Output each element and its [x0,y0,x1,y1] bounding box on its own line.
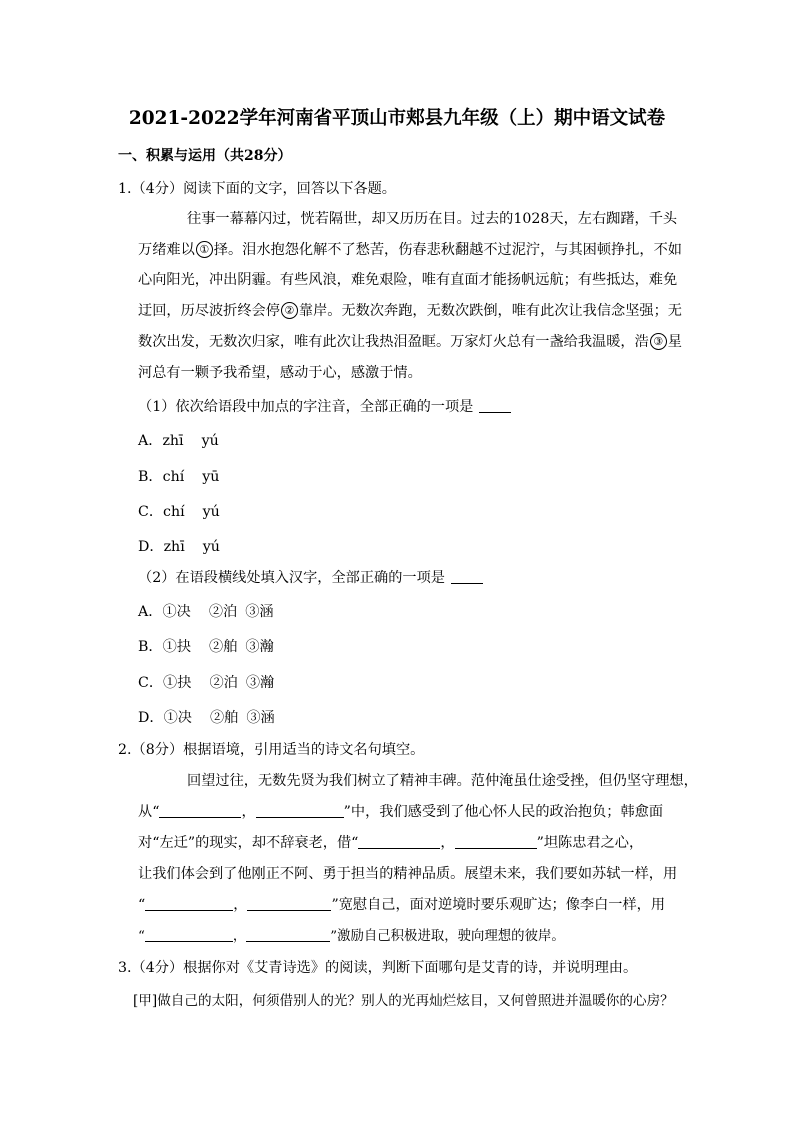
fill-blank[interactable] [358,834,440,849]
question-2-header: 2.（8分）根据语境，引用适当的诗文名句填空。 [118,742,425,758]
option-d[interactable]: D．①决 ②舶 ③涵 [138,710,275,726]
section-heading: 一、积累与运用（共28分） [118,148,292,164]
option-b[interactable]: B．chí yū [138,469,220,485]
fill-blank[interactable] [256,803,344,818]
fill-blank[interactable] [159,803,241,818]
poem-line: [甲]做自己的太阳，何须借别人的光？别人的光再灿烂炫目，又何曾照进并温暖你的心房？ [133,993,674,1009]
passage-line: 迂回，历尽波折终会停 ② 靠岸。无数次奔跑，无数次跌倒，唯有此次让我信念坚强；无 [138,303,682,319]
sub-question-1: （1）依次给语段中加点的字注音，全部正确的一项是 [138,396,511,416]
fill-blank[interactable] [145,896,233,911]
question-1-header: 1.（4分）阅读下面的文字，回答以下各题。 [118,181,396,197]
option-a[interactable]: A．zhī yú [138,433,219,449]
blank-number-2: ② [281,302,298,319]
question-3-header: 3.（4分）根据你对《艾青诗选》的阅读，判断下面哪句是艾青的诗，并说明理由。 [118,960,638,976]
passage-line: 回望过往，无数先贤为我们树立了精神丰碑。范仲淹虽仕途受挫，但仍坚守理想， [187,773,698,789]
passage-line: 让我们体会到了他刚正不阿、勇于担当的精神品质。展望未来，我们要如苏轼一样，用 [138,866,678,882]
passage-line: 从“ ， ”中，我们感受到了他心怀人民的政治抱负；韩愈面 [138,804,664,820]
fill-blank[interactable] [145,927,233,942]
option-a[interactable]: A．①决 ②泊 ③涵 [138,604,274,620]
passage-line: 数次出发，无数次归家，唯有此次让我热泪盈眶。万家灯火总有一盏给我温暖，浩 ③ 星 [138,334,682,350]
answer-blank[interactable] [451,569,483,584]
fill-blank[interactable] [455,834,537,849]
sub-question-2: （2）在语段横线处填入汉字，全部正确的一项是 [138,567,483,587]
passage-line: 河总有一颗予我希望，感动于心，感激于情。 [138,365,422,381]
fill-blank[interactable] [246,927,330,942]
option-c[interactable]: C．chí yú [138,504,220,520]
option-d[interactable]: D．zhī yú [138,539,220,555]
passage-line: “ ， ”激励自己积极进取，驶向理想的彼岸。 [138,929,565,944]
blank-number-3: ③ [650,333,667,350]
passage-line: 对“左迁”的现实，却不辞衰老，借“ ， ”坦陈忠君之心， [138,835,644,851]
passage-line: “ ， ”宽慰自己，面对逆境时要乐观旷达；像李白一样，用 [138,897,666,913]
passage-line: 万绪难以 ① 择。泪水抱怨化解不了愁苦，伤春悲秋翻越不过泥泞，与其困顿挣扎，不如 [138,242,682,258]
exam-title: 2021-2022学年河南省平顶山市郏县九年级（上）期中语文试卷 [128,108,666,129]
passage-line: 往事一幕幕闪过，恍若隔世，却又历历在目。过去的1028天，左右踟躇，千头 [187,211,678,227]
answer-blank[interactable] [479,398,511,413]
option-b[interactable]: B．①抉 ②舶 ③瀚 [138,639,274,655]
option-c[interactable]: C．①抉 ②泊 ③瀚 [138,675,275,691]
fill-blank[interactable] [247,896,331,911]
blank-number-1: ① [196,241,213,258]
passage-line: 心向阳光，冲出阴霾。有些风浪，难免艰险，唯有直面才能扬帆远航；有些抵达，难免 [138,272,678,288]
